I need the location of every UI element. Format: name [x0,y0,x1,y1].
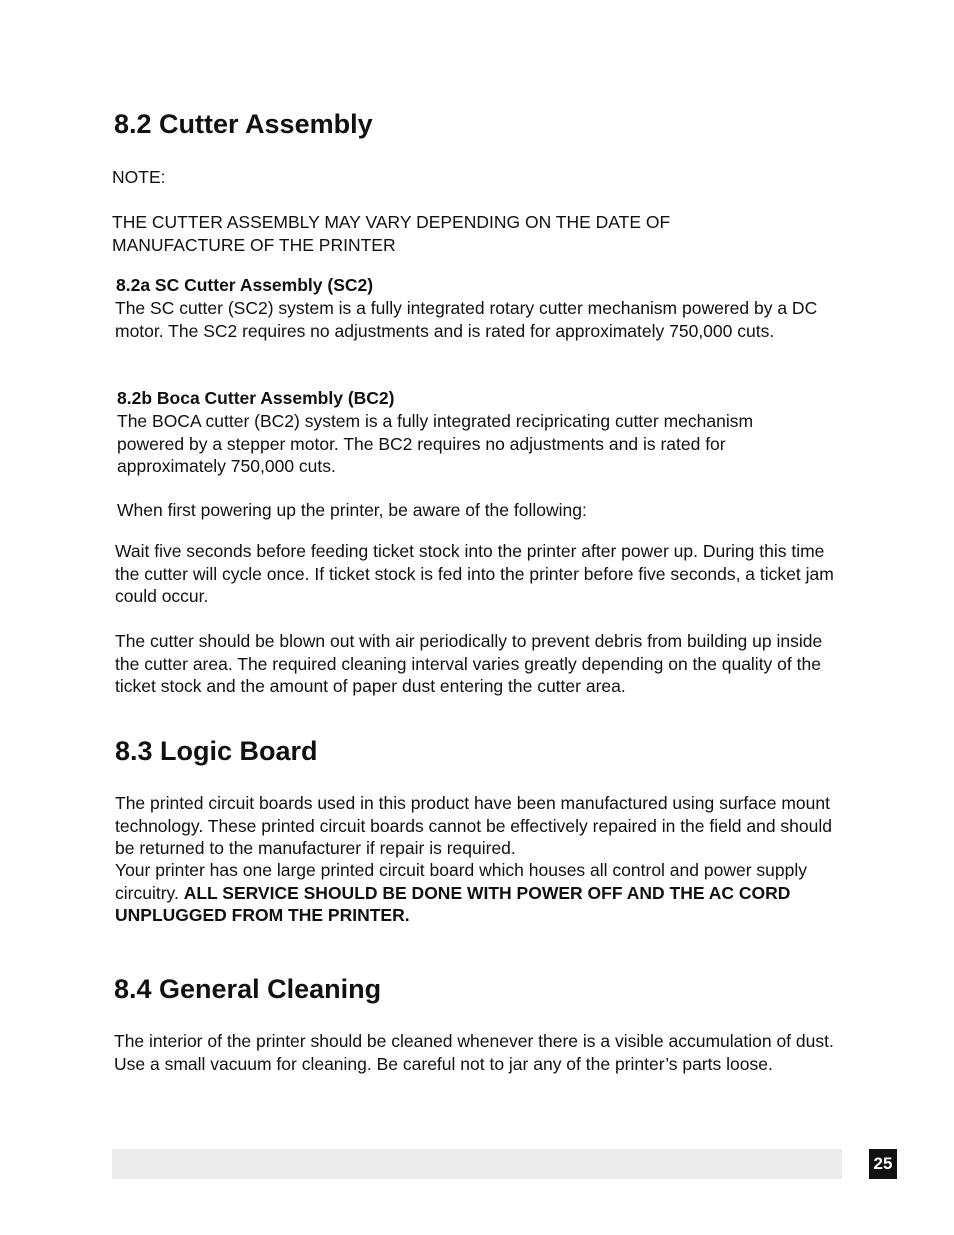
footer-bar [112,1149,842,1179]
power-up-intro: When first powering up the printer, be aware of the following: [117,500,587,520]
logic-text-1: The printed circuit boards used in this product have been manufactured using surface mount technology. These printed circuit boards cannot be effectively repaired in the field and should be returned to the manufacturer if repair is required. [115,793,832,858]
section-heading-cutter-assembly: 8.2 Cutter Assembly [114,109,373,139]
sc2-heading: 8.2a SC Cutter Assembly (SC2) [116,275,374,295]
page-number: 25 [869,1149,897,1179]
logic-text-2-plain: Your printer has one large printed circuit board which houses all control and power supply circuitry. [115,860,807,903]
bc2-text: The BOCA cutter (BC2) system is a fully integrated recipricating cutter mechanism powered by a stepper motor. The BC2 requires no adjustments and is rated for approximately 750,000 cuts. [117,411,754,476]
cleaning-text: The interior of the printer should be cleaned whenever there is a visible accumulation of dust. Use a small vacuum for cleaning. Be careful not to jar any of the printer’s parts loose. [114,1031,834,1074]
sc2-text: The SC cutter (SC2) system is a fully integrated rotary cutter mechanism powered by a DC motor. The SC2 requires no adjustments and is rated for approximately 750,000 cuts. [115,298,818,341]
bc2-heading: 8.2b Boca Cutter Assembly (BC2) [117,388,395,408]
section-heading-logic-board: 8.3 Logic Board [115,736,318,766]
note-label: NOTE: [112,167,166,187]
logic-text-2 [115,859,835,927]
note-text: THE CUTTER ASSEMBLY MAY VARY DEPENDING ON THE DATE OF MANUFACTURE OF THE PRINTER [112,212,671,255]
wait-text: Wait five seconds before feeding ticket stock into the printer after power up. During this time the cutter will cycle once. If ticket stock is fed into the printer before five seconds, a ticket jam could occur. [115,541,834,606]
clean-text: The cutter should be blown out with air periodically to prevent debris from building up inside the cutter area. The required cleaning interval varies greatly depending on the quality of the ticket stock and the amount of paper dust entering the cutter area. [115,631,823,696]
logic-warning: ALL SERVICE SHOULD BE DONE WITH POWER OFF AND THE AC CORD UNPLUGGED FROM THE PRINTER. [115,882,791,925]
section-heading-general-cleaning: 8.4 General Cleaning [114,974,382,1004]
